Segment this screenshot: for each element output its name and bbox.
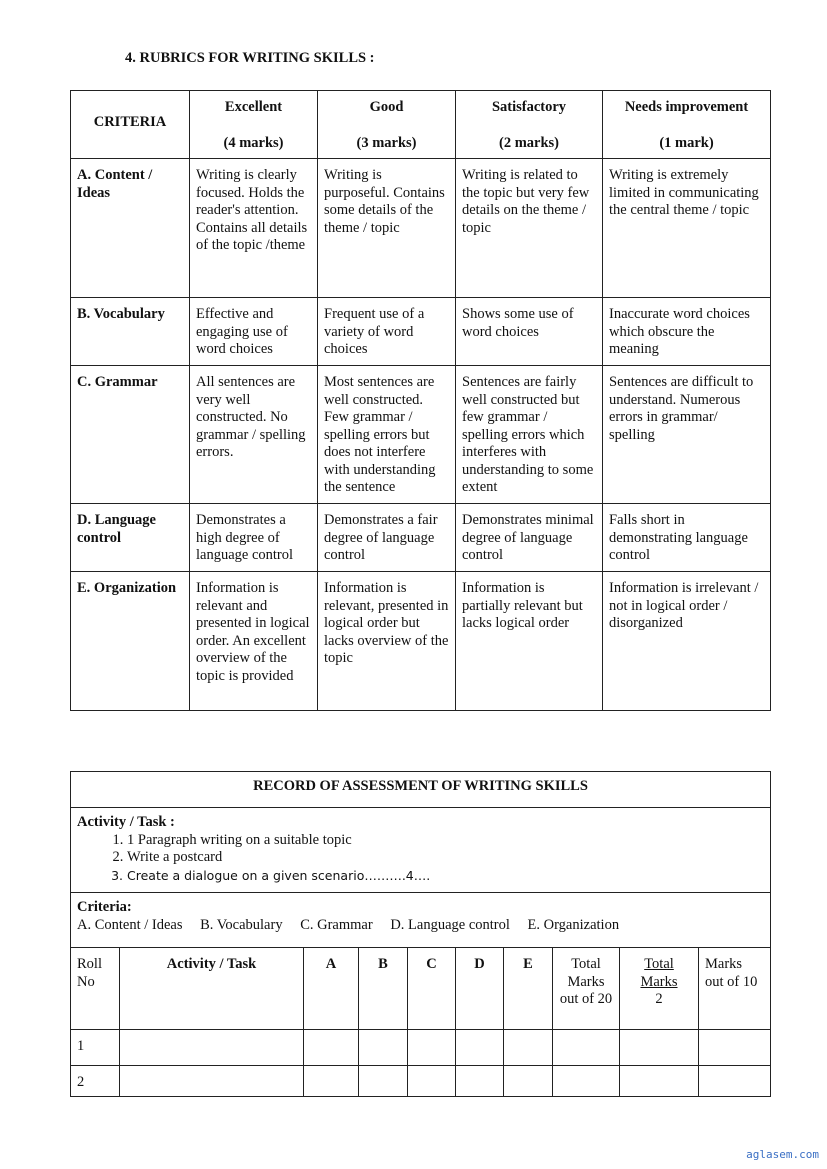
descriptor-cell: Demonstrates minimal degree of language control [456, 504, 603, 572]
criteria-item: E. Organization [527, 916, 620, 933]
descriptor-cell: Inaccurate word choices which obscure the meaning [603, 298, 771, 366]
entry-cell[interactable] [359, 1030, 408, 1066]
col-activity-task: Activity / Task [120, 948, 304, 1030]
col-e: E [504, 948, 553, 1030]
activity-list [77, 832, 764, 885]
level-name: Good [369, 99, 404, 115]
descriptor-cell: Falls short in demonstrating language control [603, 504, 771, 572]
entry-cell[interactable] [408, 1066, 456, 1097]
assessment-record-table [70, 771, 771, 1097]
col-a: A [304, 948, 359, 1030]
roll-no-cell: 2 [71, 1066, 120, 1097]
entry-cell[interactable] [504, 1066, 553, 1097]
level-header [456, 91, 603, 159]
criteria-item: B. Vocabulary [200, 916, 283, 933]
record-row [71, 1066, 771, 1097]
activity-section [71, 808, 771, 893]
entry-cell[interactable] [120, 1030, 304, 1066]
criteria-item: A. Content / Ideas [77, 916, 183, 933]
descriptor-cell: Effective and engaging use of word choices [190, 298, 318, 366]
col-d: D [456, 948, 504, 1030]
descriptor-cell: Sentences are difficult to understand. Numerous errors in grammar/ spelling [603, 366, 771, 504]
col-b: B [359, 948, 408, 1030]
descriptor-cell: Sentences are fairly well constructed but few grammar / spelling errors which interferes with understanding to some extent [456, 366, 603, 504]
criterion-cell: D. Language control [71, 504, 190, 572]
entry-cell[interactable] [620, 1030, 699, 1066]
entry-cell[interactable] [304, 1030, 359, 1066]
rubric-row [71, 572, 771, 711]
descriptor-cell: Demonstrates a fair degree of language control [318, 504, 456, 572]
level-header [318, 91, 456, 159]
level-marks: (1 mark) [659, 134, 714, 151]
descriptor-cell: Writing is purposeful. Contains some details of the theme / topic [318, 159, 456, 298]
criteria-label: Criteria: [77, 899, 132, 915]
activity-item: 2. Write a postcard [127, 849, 764, 867]
footer-watermark: aglasem.com [746, 1147, 819, 1161]
level-name: Satisfactory [491, 99, 567, 115]
entry-cell[interactable] [456, 1066, 504, 1097]
col-total-half [620, 948, 699, 1030]
descriptor-cell: All sentences are very well constructed. No grammar / spelling errors. [190, 366, 318, 504]
record-header-row [71, 948, 771, 1030]
criterion-cell: E. Organization [71, 572, 190, 711]
descriptor-cell: Information is partially relevant but lacks logical order [456, 572, 603, 711]
descriptor-cell: Shows some use of word choices [456, 298, 603, 366]
level-marks: (3 marks) [356, 134, 417, 151]
criteria-header: CRITERIA [71, 91, 190, 159]
criterion-cell: A. Content / Ideas [71, 159, 190, 298]
criteria-item: D. Language control [390, 916, 510, 933]
col-roll-no: Roll No [71, 948, 120, 1030]
descriptor-cell: Writing is related to the topic but very few details on the theme / topic [456, 159, 603, 298]
rubric-row [71, 298, 771, 366]
col-marks-10: Marks out of 10 [699, 948, 771, 1030]
entry-cell[interactable] [620, 1066, 699, 1097]
level-name: Excellent [224, 99, 283, 115]
rubric-header-row [71, 91, 771, 159]
descriptor-cell: Writing is extremely limited in communicating the central theme / topic [603, 159, 771, 298]
entry-cell[interactable] [553, 1030, 620, 1066]
level-header [603, 91, 771, 159]
entry-cell[interactable] [120, 1066, 304, 1097]
entry-cell[interactable] [553, 1066, 620, 1097]
level-marks: (2 marks) [498, 134, 559, 151]
criteria-list [77, 917, 764, 935]
descriptor-cell: Most sentences are well constructed. Few grammar / spelling errors but does not interfere with understanding the sentence [318, 366, 456, 504]
record-title: RECORD OF ASSESSMENT OF WRITING SKILLS [71, 772, 771, 808]
entry-cell[interactable] [304, 1066, 359, 1097]
rubric-row [71, 504, 771, 572]
entry-cell[interactable] [456, 1030, 504, 1066]
descriptor-cell: Information is relevant and presented in logical order. An excellent overview of the topic is provided [190, 572, 318, 711]
level-marks: (4 marks) [223, 134, 284, 151]
criteria-item: C. Grammar [300, 916, 373, 933]
col-c: C [408, 948, 456, 1030]
descriptor-cell: Frequent use of a variety of word choices [318, 298, 456, 366]
fraction-numerator: Total Marks [640, 956, 678, 990]
col-total-20: Total Marks out of 20 [553, 948, 620, 1030]
section-heading: 4. RUBRICS FOR WRITING SKILLS : [125, 50, 375, 66]
activity-item: 3. Create a dialogue on a given scenario……….4…. [127, 867, 764, 885]
entry-cell[interactable] [699, 1066, 771, 1097]
entry-cell[interactable] [504, 1030, 553, 1066]
rubric-row [71, 159, 771, 298]
criterion-cell: C. Grammar [71, 366, 190, 504]
entry-cell[interactable] [408, 1030, 456, 1066]
level-name: Needs improvement [624, 99, 749, 115]
rubric-row [71, 366, 771, 504]
descriptor-cell: Information is relevant, presented in logical order but lacks overview of the topic [318, 572, 456, 711]
entry-cell[interactable] [359, 1066, 408, 1097]
record-row [71, 1030, 771, 1066]
level-header [190, 91, 318, 159]
entry-cell[interactable] [699, 1030, 771, 1066]
criterion-cell: B. Vocabulary [71, 298, 190, 366]
descriptor-cell: Demonstrates a high degree of language control [190, 504, 318, 572]
writing-rubric-table [70, 90, 771, 711]
roll-no-cell: 1 [71, 1030, 120, 1066]
fraction-denominator: 2 [655, 991, 663, 1007]
descriptor-cell: Writing is clearly focused. Holds the reader's attention. Contains all details of the topic /theme [190, 159, 318, 298]
descriptor-cell: Information is irrelevant / not in logical order / disorganized [603, 572, 771, 711]
activity-label: Activity / Task : [77, 814, 175, 830]
criteria-section [71, 893, 771, 948]
activity-item: 1. 1 Paragraph writing on a suitable topic [127, 832, 764, 850]
